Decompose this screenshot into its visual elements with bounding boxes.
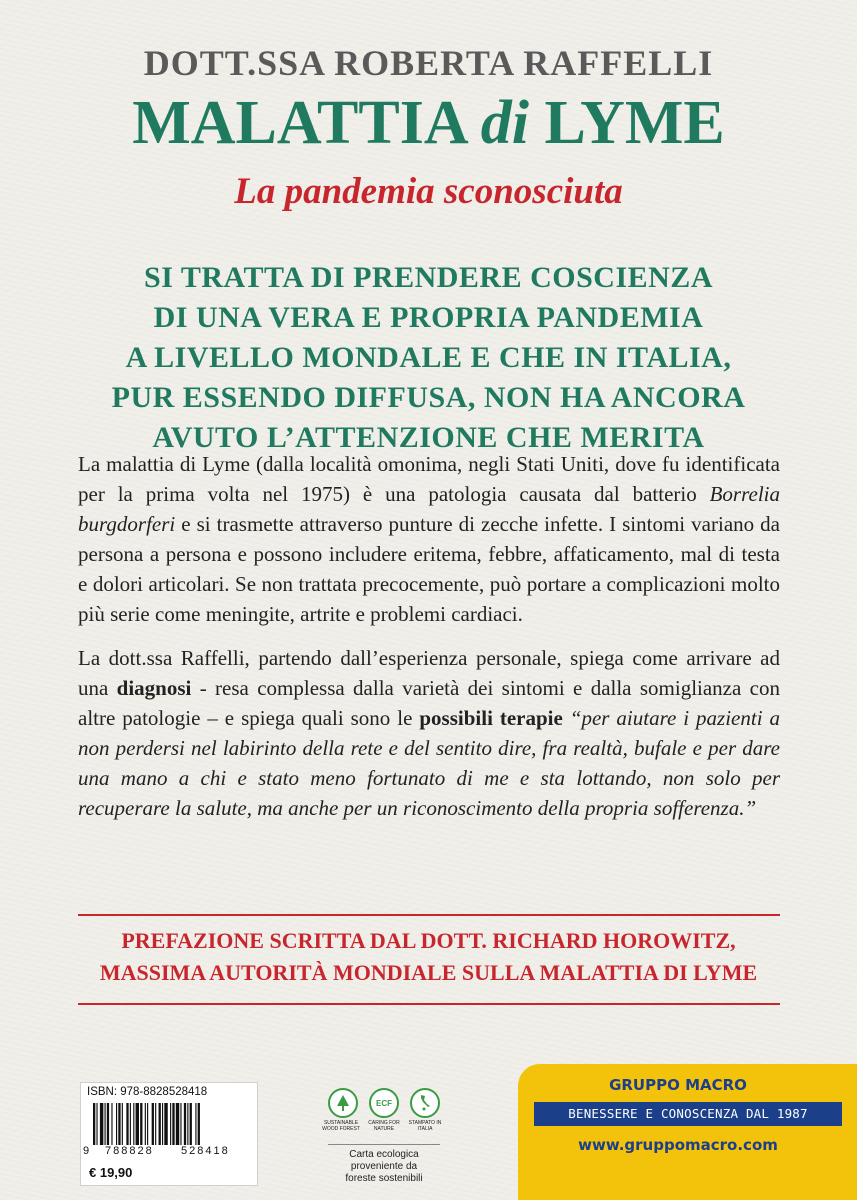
preface-line: MASSIMA AUTORITÀ MONDIALE SULLA MALATTIA DI LYME xyxy=(99,960,758,985)
tree-icon xyxy=(328,1088,358,1118)
p1-species: Borrelia burgdorferi xyxy=(78,482,780,536)
p2-bold-diagnosi: diagnosi xyxy=(116,676,192,700)
headline-line: DI UNA VERA E PROPRIA PANDEMIA xyxy=(153,301,704,334)
divider-top xyxy=(78,914,780,916)
author-name: DOTT.SSA ROBERTA RAFFELLI xyxy=(143,43,714,83)
book-subtitle: La pandemia sconosciuta xyxy=(234,171,623,212)
headline-line: PUR ESSENDO DIFFUSA, NON HA ANCORA xyxy=(111,381,746,414)
body-paragraph-2 xyxy=(78,643,780,823)
eco-caption: STAMPATO IN ITALIA xyxy=(408,1120,442,1132)
p2-quote: “per aiutare i pazienti a non perdersi nel labirinto della rete e del sentito dire, fra realtà, bufale e per dare una mano a chi e stato meno fortunato di me e sta lottando, non solo per recuperare la salute, ma anche per un riconoscimento della propria sofferenza.” xyxy=(78,706,780,820)
p2-bold-terapie: possibili terapie xyxy=(419,706,563,730)
barcode-digits-right: 528418 xyxy=(181,1145,230,1157)
isbn-label: ISBN: 978-8828528418 xyxy=(87,1086,208,1098)
title-part-di: di xyxy=(480,89,529,157)
publisher-block xyxy=(518,1064,857,1200)
publisher-url[interactable]: www.gruppomacro.com xyxy=(578,1136,778,1154)
barcode-digit-first: 9 xyxy=(83,1145,90,1157)
barcode-digits-left: 788828 xyxy=(105,1145,154,1157)
eco-captions xyxy=(322,1120,446,1136)
title-part-lyme: LYME xyxy=(544,89,725,157)
body-paragraph-1 xyxy=(78,449,780,629)
eco-caption: CARING FOR NATURE xyxy=(368,1120,400,1132)
publisher-tagline: BENESSERE E CONOSCENZA DAL 1987 xyxy=(534,1102,842,1126)
eco-text-line: Carta ecologica xyxy=(349,1149,419,1160)
body-text xyxy=(78,449,780,837)
eco-text-line: foreste sostenibili xyxy=(345,1173,423,1184)
p1-text-b: e si trasmette attraverso punture di zecche infette. I sintomi variano da persona a persona e possono includere eritema, febbre, affaticamento, mal di testa e dolori articolari. Se non trattata precocemente, può portare a complicazioni molto più serie come meningite, artrite e problemi cardiaci. xyxy=(78,512,780,626)
headline-line: A LIVELLO MONDALE E CHE IN ITALIA, xyxy=(125,341,732,374)
preface-note xyxy=(60,925,797,989)
ecf-icon: ECF xyxy=(369,1088,399,1118)
eco-caption: SUSTAINABLE WOOD FOREST xyxy=(322,1120,360,1132)
barcode-icon xyxy=(89,1103,249,1145)
headline-block xyxy=(60,258,797,458)
p1-text-a: La malattia di Lyme (dalla località omonima, negli Stati Uniti, dove fu identificata per la prima volta nel 1975) è una patologia causata dal batterio xyxy=(78,452,780,506)
eco-text xyxy=(322,1149,446,1185)
price-label: € 19,90 xyxy=(89,1165,133,1180)
p2-text-b: - resa complessa dalla varietà dei sintomi e dalla somiglianza con altre patologie – e spiega quali sono le xyxy=(78,676,780,730)
eco-certification xyxy=(322,1076,446,1196)
headline-line: SI TRATTA DI PRENDERE COSCIENZA xyxy=(144,261,713,294)
eco-text-line: proveniente da xyxy=(350,1161,418,1172)
title-part-malattia: MALATTIA xyxy=(132,89,466,157)
p2-text-a: La dott.ssa Raffelli, partendo dall’esperienza personale, spiega come arrivare ad una xyxy=(78,646,780,700)
barcode-box xyxy=(80,1082,258,1186)
italy-icon xyxy=(410,1088,440,1118)
headline-line: AVUTO L’ATTENZIONE CHE MERITA xyxy=(152,421,705,454)
preface-line: PREFAZIONE SCRITTA DAL DOTT. RICHARD HOROWITZ, xyxy=(121,928,736,953)
eco-divider xyxy=(328,1144,440,1145)
publisher-name: GRUPPO MACRO xyxy=(609,1076,747,1094)
divider-bottom xyxy=(78,1003,780,1005)
book-title xyxy=(0,89,857,157)
